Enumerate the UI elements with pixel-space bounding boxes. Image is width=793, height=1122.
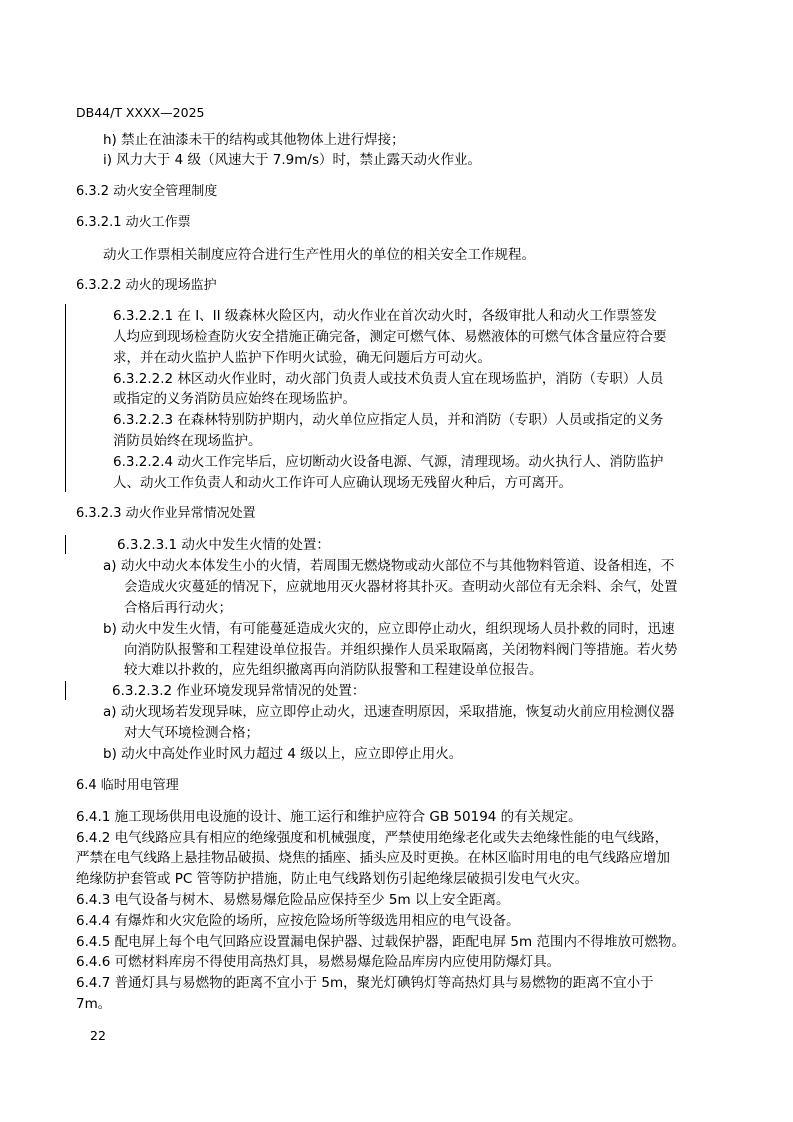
clause-line: 严禁在电气线路上悬挂物品破损、烧焦的插座、插头应及时更换。在林区临时用电的电气线路应增加 [76, 850, 670, 866]
list-item: a) 动火中动火本体发生小的火情，若周围无燃烧物或动火部位不与其他物料管道、设备相连，不 [103, 558, 675, 574]
paragraph-line: 动火工作票相关制度应符合进行生产性用火的单位的相关安全工作规程。 [103, 247, 535, 263]
paragraph-line: 6.3.2.3.2 作业环境发现异常情况的处置： [112, 683, 366, 699]
revision-bar [65, 304, 66, 492]
clause-line: 6.4.7 普通灯具与易燃物的距离不宜小于 5m，聚光灯碘钨灯等高热灯具与易燃物的距离不宜小于 [76, 975, 654, 991]
list-item: i) 风力大于 4 级（风速大于 7.9m/s）时，禁止露天动火作业。 [103, 152, 481, 168]
section-heading: 6.3.2.2 动火的现场监护 [76, 278, 217, 293]
revision-bar [65, 681, 66, 700]
clause-line: 6.4.1 施工现场供用电设施的设计、施工运行和维护应符合 GB 50194 的有关规定。 [76, 809, 582, 825]
section-heading: 6.3.2 动火安全管理制度 [76, 184, 218, 199]
list-item: 合格后再行动火； [124, 600, 232, 616]
clause-line: 6.4.6 可燃材料库房不得使用高热灯具，易燃易爆危险品库房内应使用防爆灯具。 [76, 954, 561, 970]
clause-line: 6.4.4 有爆炸和火灾危险的场所，应按危险场所等级选用相应的电气设备。 [76, 913, 520, 929]
paragraph-line: 6.3.2.2.1 在 I、II 级森林火险区内，动火作业在首次动火时，各级审批人和动火工作票签发 [113, 308, 657, 324]
clause-line: 6.4.3 电气设备与树木、易燃易爆危险品应保持至少 5m 以上安全距离。 [76, 892, 510, 908]
list-item: b) 动火中发生火情，有可能蔓延造成火灾的，应立即停止动火，组织现场人员扑救的同时，迅速 [103, 621, 675, 637]
paragraph-line: 6.3.2.2.2 林区动火作业时，动火部门负责人或技术负责人宜在现场监护，消防（专职）人员 [113, 371, 664, 387]
paragraph-line: 6.3.2.2.3 在森林特别防护期内，动火单位应指定人员，并和消防（专职）人员或指定的义务 [113, 412, 664, 428]
list-item: a) 动火现场若发现异味，应立即停止动火，迅速查明原因，采取措施，恢复动火前应用检测仪器 [103, 704, 675, 720]
list-item: b) 动火中高处作业时风力超过 4 级以上，应立即停止用火。 [103, 746, 463, 762]
list-item: 会造成火灾蔓延的情况下，应就地用灭火器材将其扑灭。查明动火部位有无余料、余气，处置 [124, 579, 678, 595]
paragraph-line: 或指定的义务消防员应始终在现场监护。 [113, 391, 356, 407]
page-number: 22 [90, 1028, 106, 1043]
paragraph-line: 消防员始终在现场监护。 [113, 433, 262, 449]
paragraph-line: 6.3.2.3.1 动火中发生火情的处置： [117, 537, 330, 553]
paragraph-line: 人均应到现场检查防火安全措施正确完备，测定可燃气体、易燃液体的可燃气体含量应符合要 [113, 329, 667, 345]
clause-line: 7m。 [76, 996, 112, 1012]
clause-line: 6.4.5 配电屏上每个电气回路应设置漏电保护器、过载保护器，距配电屏 5m 范围内不得堆放可燃物。 [76, 934, 685, 950]
page-header: DB44/T XXXX—2025 [76, 105, 205, 120]
clause-line: 6.4.2 电气线路应具有相应的绝缘强度和机械强度，严禁使用绝缘老化或失去绝缘性能的电气线路， [76, 830, 669, 846]
revision-bar [65, 535, 66, 554]
list-item: 较大难以扑救的，应先组织撤离再向消防队报警和工程建设单位报告。 [124, 662, 543, 678]
list-item: 向消防队报警和工程建设单位报告。并组织操作人员采取隔离，关闭物料阀门等措施。若火势 [124, 642, 678, 658]
paragraph-line: 人、动火工作负责人和动火工作许可人应确认现场无残留火种后，方可离开。 [113, 475, 572, 491]
list-item: 对大气环境检测合格； [124, 725, 259, 741]
paragraph-line: 6.3.2.2.4 动火工作完毕后，应切断动火设备电源、气源，清理现场。动火执行人、消防监护 [113, 454, 664, 470]
section-heading: 6.3.2.1 动火工作票 [76, 215, 191, 230]
paragraph-line: 求，并在动火监护人监护下作明火试验，确无问题后方可动火。 [113, 350, 491, 366]
list-item: h) 禁止在油漆未干的结构或其他物体上进行焊接； [103, 132, 405, 148]
section-heading: 6.4 临时用电管理 [76, 778, 179, 793]
section-heading: 6.3.2.3 动火作业异常情况处置 [76, 506, 256, 521]
clause-line: 绝缘防护套管或 PC 管等防护措施，防止电气线路划伤引起绝缘层破损引发电气火灾。 [76, 871, 589, 887]
